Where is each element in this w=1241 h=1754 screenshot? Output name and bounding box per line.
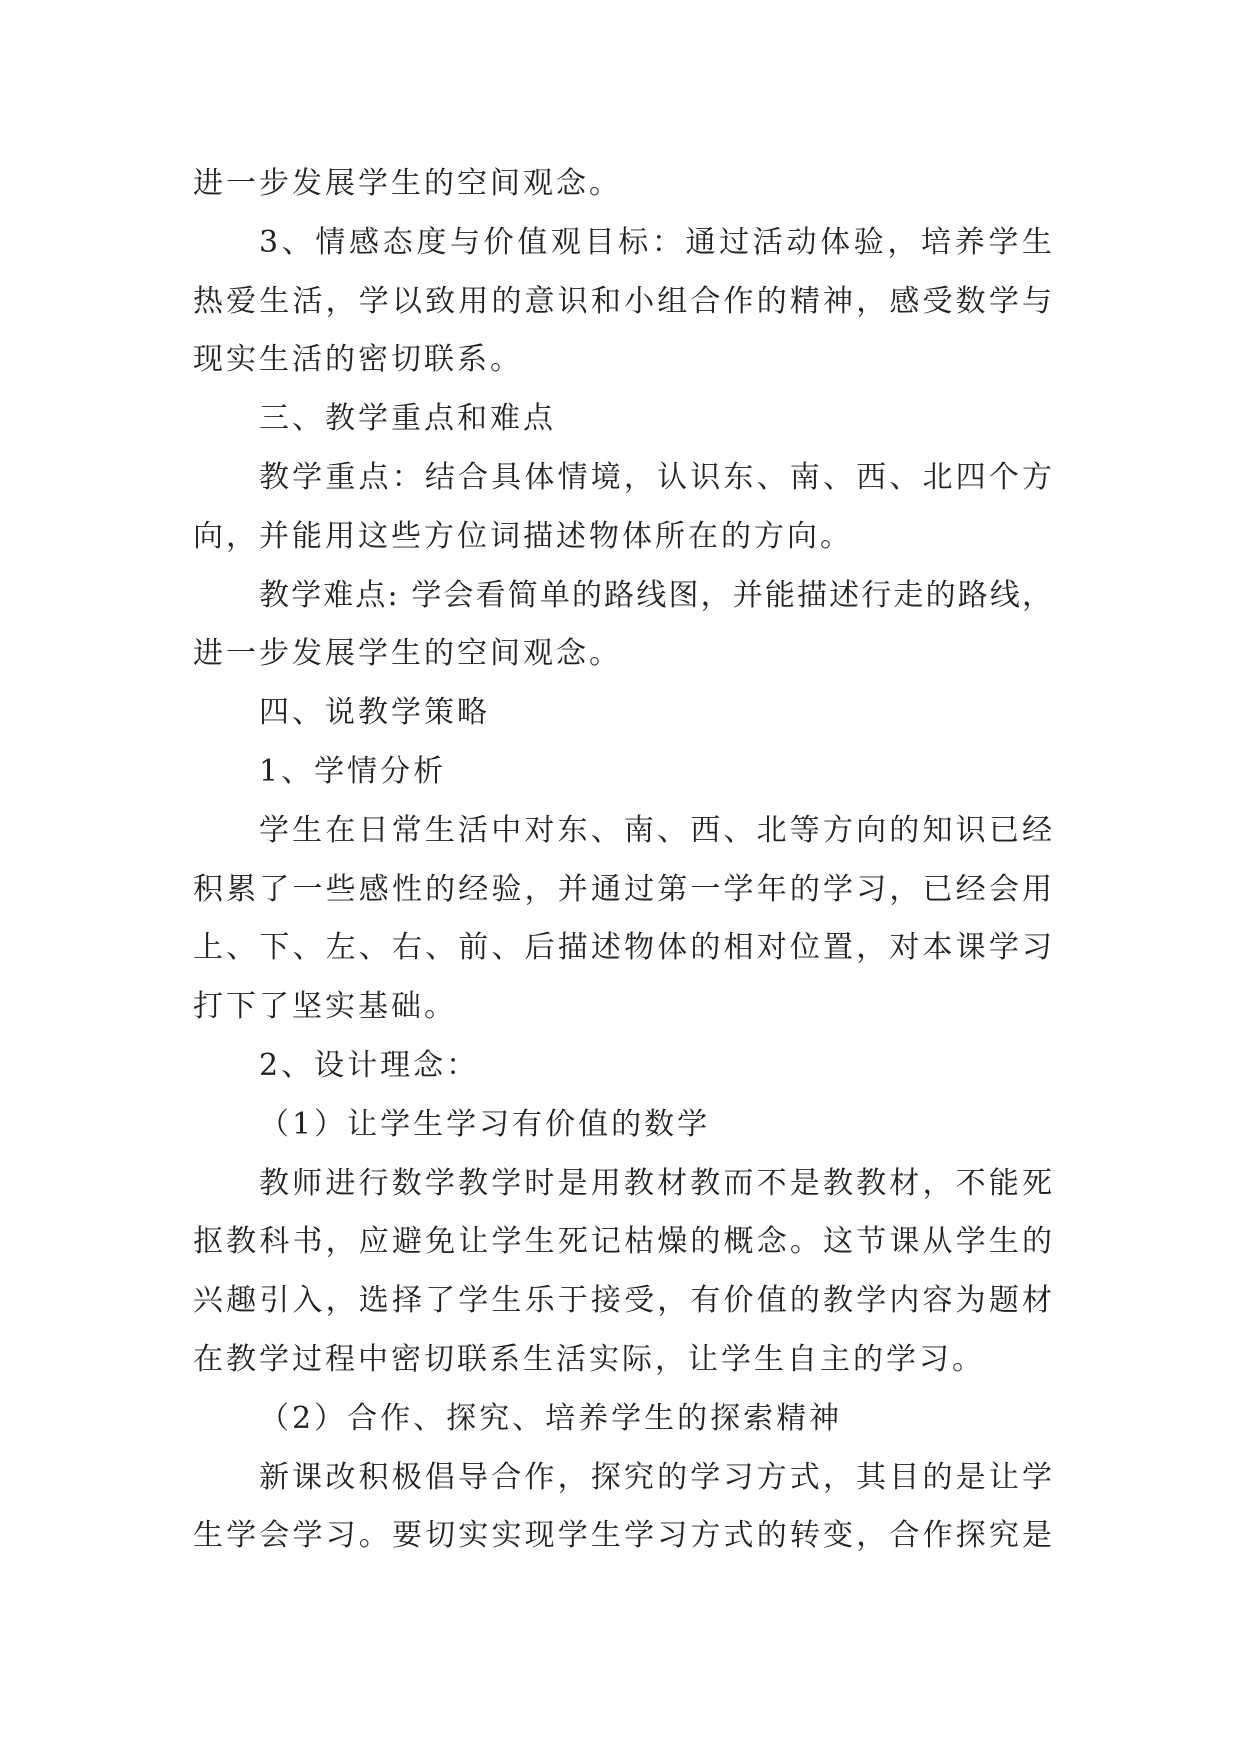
item-heading: （2）合作、探究、培养学生的探索精神 <box>259 1400 843 1436</box>
section-heading: 四、说教学策略 <box>259 695 490 731</box>
text-line: 兴趣引入，选择了学生乐于接受，有价值的教学内容为题材 <box>193 1283 1054 1319</box>
text-line: 向，并能用这些方位词描述物体所在的方向。 <box>193 518 853 554</box>
text-line: 新课改积极倡导合作，探究的学习方式，其目的是让学 <box>259 1459 1054 1495</box>
text-line: 教师进行数学教学时是用教材教而不是教教材，不能死 <box>259 1165 1054 1201</box>
text-line: 积累了一些感性的经验，并通过第一学年的学习，已经会用 <box>193 871 1054 907</box>
text-line: 现实生活的密切联系。 <box>193 342 523 378</box>
item-heading: （1）让学生学习有价值的数学 <box>259 1106 711 1142</box>
document-body <box>193 155 1054 1566</box>
text-line: 3、情感态度与价值观目标：通过活动体验，培养学生 <box>259 224 1054 260</box>
text-line: 生学会学习。要切实实现学生学习方式的转变，合作探究是 <box>193 1518 1054 1554</box>
text-line: 进一步发展学生的空间观念。 <box>193 166 622 201</box>
text-line: 打下了坚实基础。 <box>193 989 457 1025</box>
subsection-heading: 2、设计理念： <box>259 1047 480 1083</box>
text-line: 在教学过程中密切联系生活实际，让学生自主的学习。 <box>193 1341 985 1377</box>
text-line: 上、下、左、右、前、后描述物体的相对位置，对本课学习 <box>193 930 1054 966</box>
text-line: 教学重点：结合具体情境，认识东、南、西、北四个方 <box>259 459 1054 495</box>
text-line: 热爱生活，学以致用的意识和小组合作的精神，感受数学与 <box>193 283 1054 319</box>
text-line: 学生在日常生活中对东、南、西、北等方向的知识已经 <box>259 812 1054 848</box>
text-line: 进一步发展学生的空间观念。 <box>193 636 622 672</box>
subsection-heading: 1、学情分析 <box>259 753 447 789</box>
text-line: 抠教科书，应避免让学生死记枯燥的概念。这节课从学生的 <box>193 1224 1054 1260</box>
text-line: 教学难点: 学会看简单的路线图，并能描述行走的路线， <box>259 577 1054 613</box>
section-heading: 三、教学重点和难点 <box>259 401 556 437</box>
